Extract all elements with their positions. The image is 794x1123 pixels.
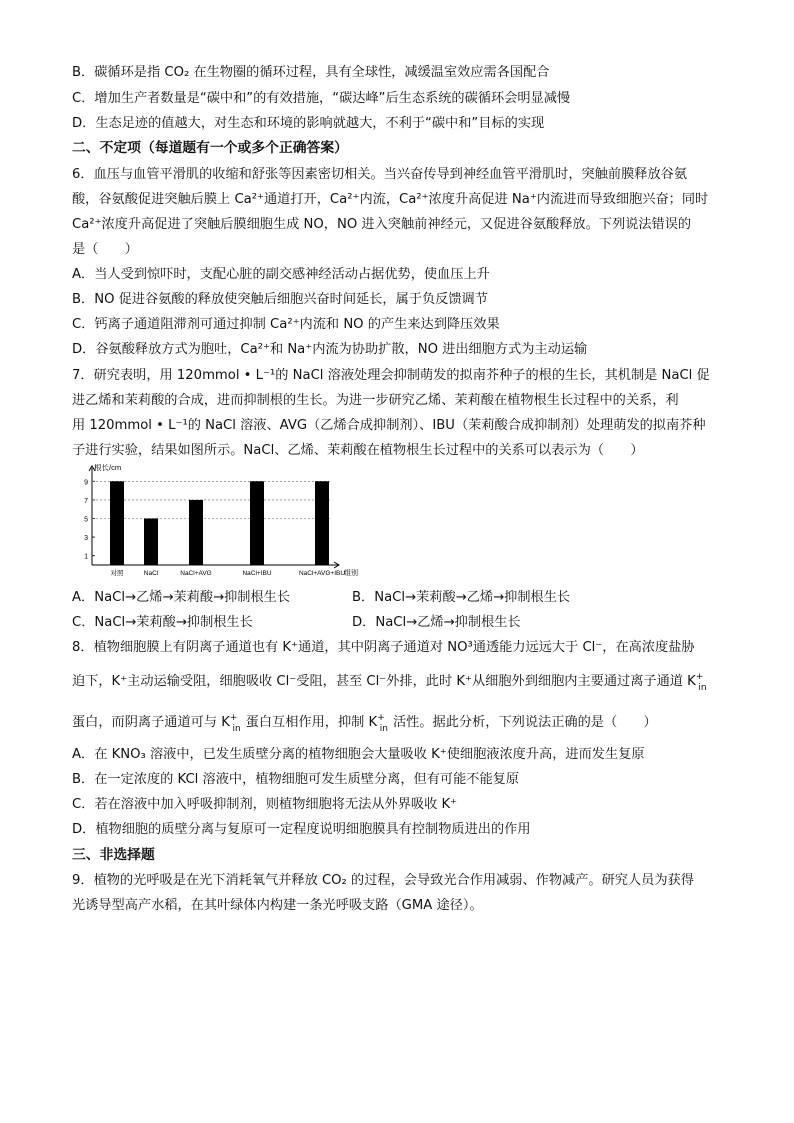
y-tick-label: 7 bbox=[84, 497, 88, 505]
x-tick-label: 对照 bbox=[110, 570, 124, 577]
bar bbox=[144, 519, 158, 566]
y-tick-label: 3 bbox=[84, 535, 88, 543]
q7-option-a: A．NaCl→乙烯→茉莉酸→抑制根生长 bbox=[72, 590, 291, 605]
q8-stem-line3c: 活性。据此分析，下列说法正确的是（ ） bbox=[392, 715, 657, 730]
bar bbox=[250, 481, 264, 565]
q6-stem-line3: Ca²⁺浓度升高促进了突触后膜细胞生成 NO，NO 进入突触前神经元，又促进谷氨酸释放。下列说法错误的 bbox=[72, 217, 692, 232]
q5-option-d: D．生态足迹的值越大，对生态和环境的影响就越大，不利于“碳中和”目标的实现 bbox=[72, 116, 545, 131]
q8-stem-line3 bbox=[72, 714, 657, 733]
q8-stem-line2-text: 迫下，K⁺主动运输受阻，细胞吸收 Cl⁻受阻，甚至 Cl⁻外排，此时 K⁺从细胞外到细胞内主要通过离子通道 K bbox=[72, 674, 696, 689]
x-tick-label: NaCl+AVG+IBU bbox=[298, 570, 346, 577]
section-2-heading: 二、不定项（每道题有一个或多个正确答案） bbox=[72, 140, 348, 156]
bar bbox=[189, 500, 203, 565]
x-axis-label: 组别 bbox=[344, 570, 358, 577]
q7-option-d: D．NaCl→乙烯→抑制根生长 bbox=[352, 615, 521, 630]
y-tick-label: 5 bbox=[84, 516, 88, 524]
q9-line2: 光诱导型高产水稻，在其叶绿体内构建一条光呼吸支路（GMA 途径）。 bbox=[72, 898, 483, 913]
q6-stem-line4: 是（ ） bbox=[72, 242, 138, 257]
q8-stem-line1: 8．植物细胞膜上有阴离子通道也有 K⁺通道，其中阴离子通道对 NO³通透能力远远大于 Cl⁻，在高浓度盐胁 bbox=[72, 640, 695, 655]
q8-stem-line3a: 蛋白，而阴离子通道可与 K bbox=[72, 715, 230, 730]
q9-line1: 9．植物的光呼吸是在光下消耗氧气并释放 CO₂ 的过程，会导致光合作用减弱、作物减产。研究人员为获得 bbox=[72, 873, 694, 888]
bar bbox=[315, 481, 329, 565]
kin-symbol: +$_{in}$ bbox=[229, 713, 241, 734]
chart-axes bbox=[89, 466, 339, 568]
q8-option-b: B．在一定浓度的 KCl 溶液中，植物细胞可发生质壁分离，但有可能不能复原 bbox=[72, 772, 520, 787]
q8-stem-line3b: 蛋白互相作用，抑制 K bbox=[245, 715, 378, 730]
x-tick-label: NaCl+AVG bbox=[180, 570, 212, 577]
q6-option-d: D．谷氨酸释放方式为胞吐，Ca²⁺和 Na⁺内流为协助扩散，NO 进出细胞方式为主动运输 bbox=[72, 342, 588, 357]
y-tick-label: 9 bbox=[84, 479, 88, 487]
q6-option-c: C．钙离子通道阻滞剂可通过抑制 Ca²⁺内流和 NO 的产生来达到降压效果 bbox=[72, 317, 500, 332]
bar bbox=[110, 481, 124, 565]
y-axis-label: 根长/cm bbox=[94, 464, 122, 472]
q7-option-c: C．NaCl→茉莉酸→抑制根生长 bbox=[72, 615, 253, 630]
q8-option-d: D．植物细胞的质壁分离与复原可一定程度说明细胞膜具有控制物质进出的作用 bbox=[72, 822, 531, 837]
q5-option-c: C．增加生产者数量是“碳中和”的有效措施，“碳达峰”后生态系统的碳循环会明显减慢 bbox=[72, 91, 571, 106]
q8-stem-line2 bbox=[72, 673, 712, 692]
q5-option-b: B．碳循环是指 CO₂ 在生物圈的循环过程，具有全球性，减缓温室效应需各国配合 bbox=[72, 65, 550, 80]
x-tick-label: NaCl bbox=[143, 570, 159, 577]
q7-stem-line4: 子进行实验，结果如图所示。NaCl、乙烯、茉莉酸在植物根生长过程中的关系可以表示为（ ） bbox=[72, 443, 644, 458]
q8-option-c: C．若在溶液中加入呼吸抑制剂，则植物细胞将无法从外界吸收 K⁺ bbox=[72, 797, 458, 812]
q8-option-a: A．在 KNO₃ 溶液中，已发生质壁分离的植物细胞会大量吸收 K⁺使细胞液浓度升高，进而发生复原 bbox=[72, 747, 645, 762]
q7-option-b: B．NaCl→茉莉酸→乙烯→抑制根生长 bbox=[352, 590, 571, 605]
q6-option-a: A．当人受到惊吓时，支配心脏的副交感神经活动占据优势，使血压上升 bbox=[72, 267, 490, 282]
q6-stem-line2: 酸，谷氨酸促进突触后膜上 Ca²⁺通道打开，Ca²⁺内流，Ca²⁺浓度升高促进 Na⁺内流进而导致细胞兴奋；同时 bbox=[72, 192, 709, 207]
chart-bars bbox=[110, 481, 329, 565]
kin-symbol: +$_{in}$ bbox=[695, 672, 707, 693]
q6-option-b: B．NO 促进谷氨酸的释放使突触后细胞兴奋时间延长，属于负反馈调节 bbox=[72, 292, 488, 307]
q7-stem-line2: 进乙烯和茉莉酸的合成，进而抑制根的生长。为进一步研究乙烯、茉莉酸在植物根生长过程中的关系，利 bbox=[72, 393, 679, 408]
q7-stem-line1: 7．研究表明，用 120mmol • L⁻¹的 NaCl 溶液处理会抑制萌发的拟南芥种子的根的生长，其机制是 NaCl 促 bbox=[72, 368, 710, 383]
y-tick-label: 1 bbox=[84, 553, 88, 561]
q6-stem-line1: 6．血压与血管平滑肌的收缩和舒张等因素密切相关。当兴奋传导到神经血管平滑肌时，突触前膜释放谷氨 bbox=[72, 167, 688, 182]
x-tick-label: NaCl+IBU bbox=[242, 570, 272, 577]
root-length-bar-chart bbox=[80, 464, 380, 580]
kin-symbol: +$_{in}$ bbox=[377, 713, 388, 734]
q7-stem-line3: 用 120mmol • L⁻¹的 NaCl 溶液、AVG（乙烯合成抑制剂）、IBU（茉莉酸合成抑制剂）处理萌发的拟南芥种 bbox=[72, 418, 706, 433]
section-3-heading: 三、非选择题 bbox=[72, 847, 155, 863]
